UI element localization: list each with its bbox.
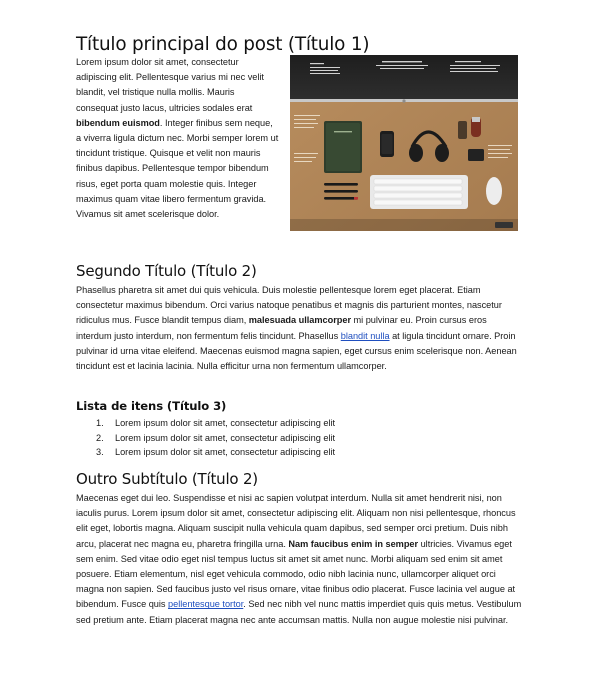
section-2-text-3: at ligula tincidunt ornare. Proin pulvinar id urna vitae eleifend. Maecenas euismod magna sapien, eget cursus enim scelerisque non. Aenean tincidunt est et lacinia lacinia. Nulla efficitur urna non fermentum ullamcorper.: [76, 330, 517, 372]
section-4-text-2: ultricies. Vivamus eget sem enim. Sed vitae odio eget nisl tempus luctus sit amet sit amet nunc. Morbi aliquam sed enim sit amet posuere. Etiam elementum, nisl eget vehicula commodo, odio nibh lacinia nunc, ullamcorper aliquet orci magna non sapien. Sed faucibus justo vel risus ornare, vitae finibus odio placerat. Fusce lacinia vel augue at bibendum. Fusce quis: [76, 538, 516, 610]
intro-bold-text: bibendum euismod: [76, 117, 160, 128]
section-3-heading: Lista de itens (Título 3): [76, 399, 227, 413]
post-title: Título principal do post (Título 1): [76, 34, 370, 55]
hero-image: [290, 55, 518, 231]
list-item-number: 2.: [96, 432, 104, 443]
section-2-bold-text: malesuada ullamcorper: [248, 315, 351, 326]
section-4-paragraph: [76, 491, 522, 628]
list-item: [76, 431, 522, 446]
list-item-text: Lorem ipsum dolor sit amet, consectetur adipiscing elit: [115, 447, 336, 458]
section-4-heading: Outro Subtítulo (Título 2): [76, 470, 258, 488]
section-3: [76, 399, 522, 460]
list-item: [76, 445, 522, 460]
desk-photo: [290, 55, 518, 231]
section-4-bold-text: Nam faucibus enim in semper: [288, 538, 419, 549]
section-2-text-1: Phasellus pharetra sit amet dui quis vehicula. Duis molestie pellentesque lorem eget placerat. Etiam consectetur maximus bibendum. Orci varius natoque penatibus et magnis dis parturient montes, nascetur ridiculus mus. Fusce blandit tempus diam,: [76, 285, 502, 326]
intro-paragraph: [76, 55, 279, 222]
intro-text-2: . Integer finibus sem neque, a viverra ligula dictum nec. Morbi semper lorem ut tincidunt tristique. Quisque et velit non mauris finibus dapibus. Pellentesque tempor bibendum risus, eget porta quam molestie quis. Integer maximus quam vitae libero fermentum gravida. Vivamus sit amet scelerisque dolor.: [76, 117, 279, 220]
section-4-link[interactable]: pellentesque tortor: [168, 599, 244, 610]
section-4-text-3: . Sed nec nibh vel nunc mattis imperdiet quis quis metus. Vestibulum sed pretium ante. Etiam placerat magna nec ante accumsan mattis. Nulla non augue molestie nisi pulvinar.: [76, 599, 522, 625]
list-item-text: Lorem ipsum dolor sit amet, consectetur adipiscing elit: [115, 432, 336, 443]
list-item-number: 3.: [96, 447, 104, 458]
ordered-list: [76, 416, 522, 460]
section-2-text-2: mi pulvinar eu. Proin cursus eros interdum justo interdum, non fermentum felis tincidunt. Phasellus: [76, 315, 487, 341]
list-item: [76, 416, 522, 431]
section-2: [76, 262, 522, 374]
section-2-heading: Segundo Título (Título 2): [76, 262, 257, 280]
list-item-number: 1.: [96, 418, 104, 428]
section-4-text-1: Maecenas eget dui leo. Suspendisse et nisi ac sapien volutpat interdum. Nulla sit amet hendrerit nisi, non iaculis purus. Lorem ipsum dolor sit amet, consectetur adipiscing elit. Aliquam non nisi pellentesque, rhoncus elit eget, lobortis magna. Aliquam suscipit nulla vehicula quam dapibus, sed semper orci pretium. Duis nibh arcu, placerat nec magna eu, pharetra fringilla urna.: [76, 493, 516, 549]
section-4: [76, 470, 522, 628]
section-2-paragraph: [76, 283, 522, 374]
intro-text-1: Lorem ipsum dolor sit amet, consectetur adipiscing elit. Pellentesque varius mi nec velit blandit, vel tristique nulla mollis. Mauris consequat justo lacus, ultricies sodales erat: [76, 57, 264, 113]
section-2-link[interactable]: blandit nulla: [340, 330, 390, 341]
list-item-text: Lorem ipsum dolor sit amet, consectetur adipiscing elit: [115, 418, 336, 428]
